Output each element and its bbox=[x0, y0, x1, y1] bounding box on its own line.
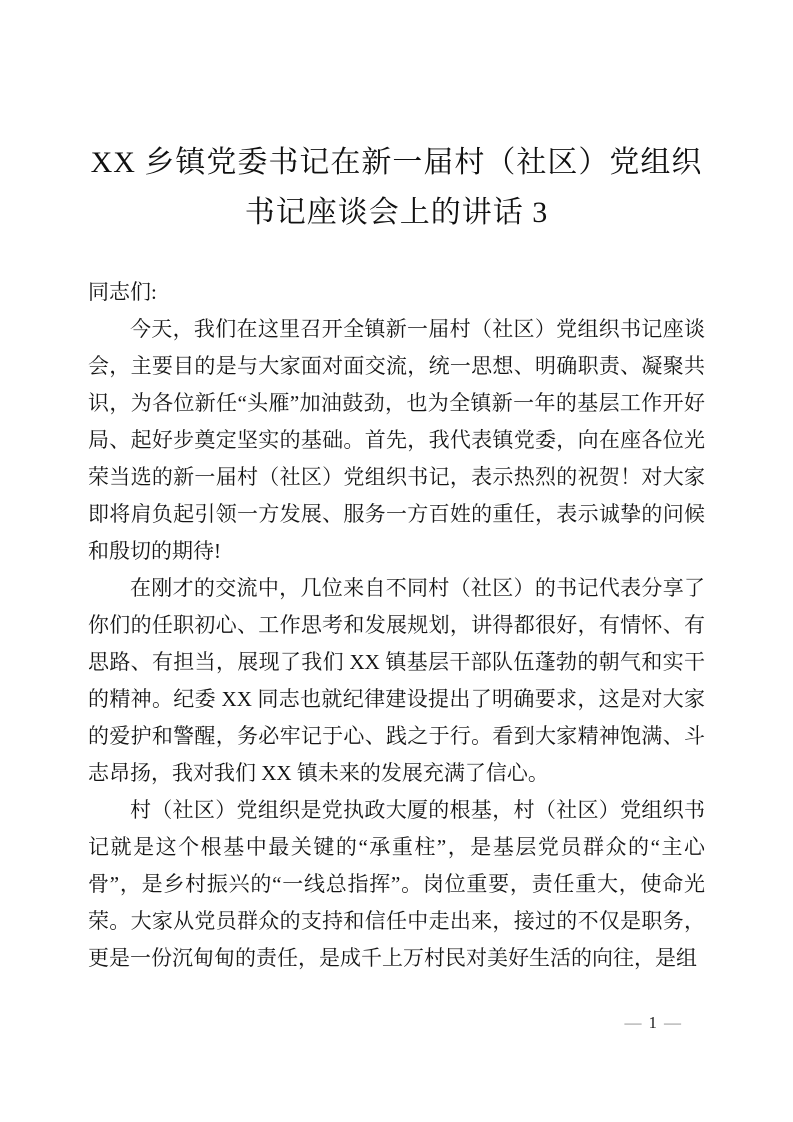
document-body bbox=[88, 274, 705, 977]
document-title bbox=[0, 0, 793, 238]
body-paragraph: 在刚才的交流中，几位来自不同村（社区）的书记代表分享了你们的任职初心、工作思考和发展规划，讲得都很好，有情怀、有思路、有担当，展现了我们 XX 镇基层干部队伍蓬勃的朝气和实干的精神。纪委 XX 同志也就纪律建设提出了明确要求，这是对大家的爱护和警醒，务必牢记于心、践之于行。看到大家精神饱满、斗志昂扬，我对我们 XX 镇未来的发展充满了信心。 bbox=[88, 576, 705, 785]
body-paragraph: 村（社区）党组织是党执政大厦的根基，村（社区）党组织书记就是这个根基中最关键的“承重柱”，是基层党员群众的“主心骨”，是乡村振兴的“一线总指挥”。岗位重要，责任重大，使命光荣。大家从党员群众的支持和信任中走出来，接过的不仅是职务，更是一份沉甸甸的责任，是成千上万村民对美好生活的向往，是组 bbox=[88, 798, 705, 970]
document-title-line-1: XX 乡镇党委书记在新一届村（社区）党组织 bbox=[90, 146, 703, 179]
salutation: 同志们: bbox=[88, 280, 157, 304]
body-paragraph: 今天，我们在这里召开全镇新一届村（社区）党组织书记座谈会，主要目的是与大家面对面交流，统一思想、明确职责、凝聚共识，为各位新任“头雁”加油鼓劲，也为全镇新一年的基层工作开好局、起好步奠定坚实的基础。首先，我代表镇党委，向在座各位光荣当选的新一届村（社区）党组织书记，表示热烈的祝贺！对大家即将肩负起引领一方发展、服务一方百姓的重任，表示诚挚的问候和殷切的期待! bbox=[88, 317, 705, 563]
page-number-value: 1 bbox=[648, 1013, 657, 1032]
page-number bbox=[625, 1013, 682, 1033]
document-title-line-2: 书记座谈会上的讲话 3 bbox=[244, 196, 549, 229]
page-number-dash-right: — bbox=[664, 1013, 681, 1032]
page-number-dash-left: — bbox=[624, 1013, 642, 1032]
